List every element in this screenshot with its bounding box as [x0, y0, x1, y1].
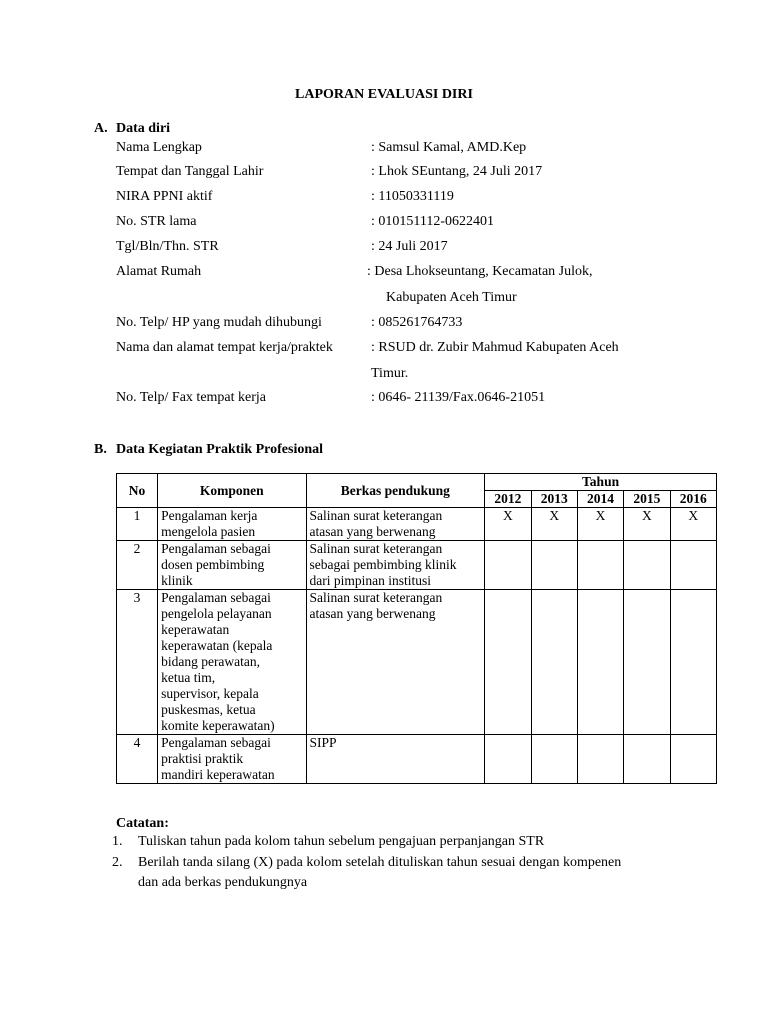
header-year-2014: 2014 [577, 491, 623, 508]
label-nama-lengkap: Nama Lengkap [116, 140, 202, 155]
cell-mark [531, 541, 577, 590]
komponen-line: Pengalaman kerja [161, 508, 258, 523]
value-alamat-rumah-line2: Kabupaten Aceh Timur [386, 290, 517, 305]
berkas-line: SIPP [309, 735, 337, 750]
header-komponen: Komponen [158, 474, 306, 508]
value-nira-ppni: : 11050331119 [371, 189, 454, 204]
note-text-continuation: dan ada berkas pendukungnya [138, 875, 308, 890]
cell-mark: X [485, 508, 531, 541]
cell-no: 3 [117, 590, 158, 735]
page-title: LAPORAN EVALUASI DIRI [295, 87, 473, 102]
cell-mark [485, 541, 531, 590]
komponen-line: praktisi praktik [161, 751, 244, 766]
note-number: 2. [112, 855, 123, 870]
cell-berkas [306, 590, 485, 735]
value-telp-hp: : 085261764733 [371, 315, 463, 330]
label-telp-hp: No. Telp/ HP yang mudah dihubungi [116, 315, 322, 330]
cell-mark: X [577, 508, 623, 541]
value-alamat-rumah: : Desa Lhokseuntang, Kecamatan Julok, [367, 264, 593, 279]
table-row [117, 541, 717, 590]
berkas-line: Salinan surat keterangan [309, 590, 443, 605]
note-text: Tuliskan tahun pada kolom tahun sebelum pengajuan perpanjangan STR [138, 834, 545, 849]
note-item [112, 834, 544, 850]
cell-komponen [158, 541, 306, 590]
komponen-line: pengelola pelayanan [161, 606, 272, 621]
cell-komponen [158, 508, 306, 541]
komponen-line: keperawatan [161, 622, 230, 637]
komponen-line: mengelola pasien [161, 524, 256, 539]
value-tempat-kerja: : RSUD dr. Zubir Mahmud Kabupaten Aceh [371, 340, 619, 355]
note-item [112, 855, 621, 871]
section-a-letter: A. [94, 121, 108, 136]
cell-komponen [158, 735, 306, 784]
header-no: No [117, 474, 158, 508]
cell-mark [577, 735, 623, 784]
komponen-line: klinik [161, 573, 193, 588]
cell-mark: X [531, 508, 577, 541]
berkas-line: Salinan surat keterangan [309, 541, 443, 556]
komponen-line: Pengalaman sebagai [161, 735, 271, 750]
berkas-line: atasan yang berwenang [309, 524, 436, 539]
value-tempat-tanggal-lahir: : Lhok SEuntang, 24 Juli 2017 [371, 164, 543, 179]
cell-mark: X [670, 508, 716, 541]
section-b-heading [94, 442, 323, 458]
cell-berkas [306, 735, 485, 784]
cell-mark [577, 541, 623, 590]
komponen-line: Pengalaman sebagai [161, 541, 271, 556]
cell-mark [670, 735, 716, 784]
cell-mark [485, 735, 531, 784]
section-b-title: Data Kegiatan Praktik Profesional [116, 442, 324, 457]
label-telp-fax-kerja: No. Telp/ Fax tempat kerja [116, 390, 267, 405]
cell-no: 4 [117, 735, 158, 784]
header-year-2012: 2012 [485, 491, 531, 508]
cell-mark: X [624, 508, 670, 541]
label-str-lama: No. STR lama [116, 214, 197, 229]
komponen-line: Pengalaman sebagai [161, 590, 271, 605]
notes-title: Catatan: [116, 816, 169, 831]
cell-no: 2 [117, 541, 158, 590]
berkas-line: dari pimpinan institusi [309, 573, 432, 588]
komponen-line: bidang perawatan, [161, 654, 261, 669]
label-tempat-kerja: Nama dan alamat tempat kerja/praktek [116, 340, 333, 355]
cell-mark [485, 590, 531, 735]
label-nira-ppni: NIRA PPNI aktif [116, 189, 213, 204]
cell-no: 1 [117, 508, 158, 541]
cell-komponen [158, 590, 306, 735]
cell-berkas [306, 508, 485, 541]
value-telp-fax-kerja: : 0646- 21139/Fax.0646-21051 [371, 390, 546, 405]
komponen-line: ketua tim, [161, 670, 216, 685]
komponen-line: mandiri keperawatan [161, 767, 275, 782]
header-year-2013: 2013 [531, 491, 577, 508]
header-berkas: Berkas pendukung [306, 474, 485, 508]
cell-mark [531, 590, 577, 735]
komponen-line: komite keperawatan) [161, 718, 275, 733]
cell-mark [624, 541, 670, 590]
cell-mark [670, 590, 716, 735]
note-text: Berilah tanda silang (X) pada kolom setelah dituliskan tahun sesuai dengan kompenen [138, 855, 622, 870]
activity-table [116, 473, 717, 784]
berkas-line: Salinan surat keterangan [309, 508, 443, 523]
label-alamat-rumah: Alamat Rumah [116, 264, 202, 279]
value-tempat-kerja-line2: Timur. [371, 366, 409, 381]
cell-mark [670, 541, 716, 590]
table-row [117, 590, 717, 735]
komponen-line: puskesmas, ketua [161, 702, 256, 717]
label-tgl-str: Tgl/Bln/Thn. STR [116, 239, 219, 254]
cell-mark [624, 735, 670, 784]
komponen-line: supervisor, kepala [161, 686, 259, 701]
section-b-letter: B. [94, 442, 107, 457]
value-str-lama: : 010151112-0622401 [371, 214, 495, 229]
section-a-heading [94, 121, 170, 137]
label-tempat-tanggal-lahir: Tempat dan Tanggal Lahir [116, 164, 264, 179]
note-number: 1. [112, 834, 123, 849]
header-year-2015: 2015 [624, 491, 670, 508]
header-tahun: Tahun [485, 474, 717, 491]
cell-mark [531, 735, 577, 784]
berkas-line: atasan yang berwenang [309, 606, 436, 621]
section-a-title: Data diri [116, 121, 171, 136]
komponen-line: dosen pembimbing [161, 557, 265, 572]
header-year-2016: 2016 [670, 491, 716, 508]
table-row [117, 735, 717, 784]
table-row [117, 508, 717, 541]
cell-mark [624, 590, 670, 735]
value-tgl-str: : 24 Juli 2017 [371, 239, 448, 254]
komponen-line: keperawatan (kepala [161, 638, 273, 653]
value-nama-lengkap: : Samsul Kamal, AMD.Kep [371, 140, 527, 155]
cell-berkas [306, 541, 485, 590]
cell-mark [577, 590, 623, 735]
berkas-line: sebagai pembimbing klinik [309, 557, 457, 572]
